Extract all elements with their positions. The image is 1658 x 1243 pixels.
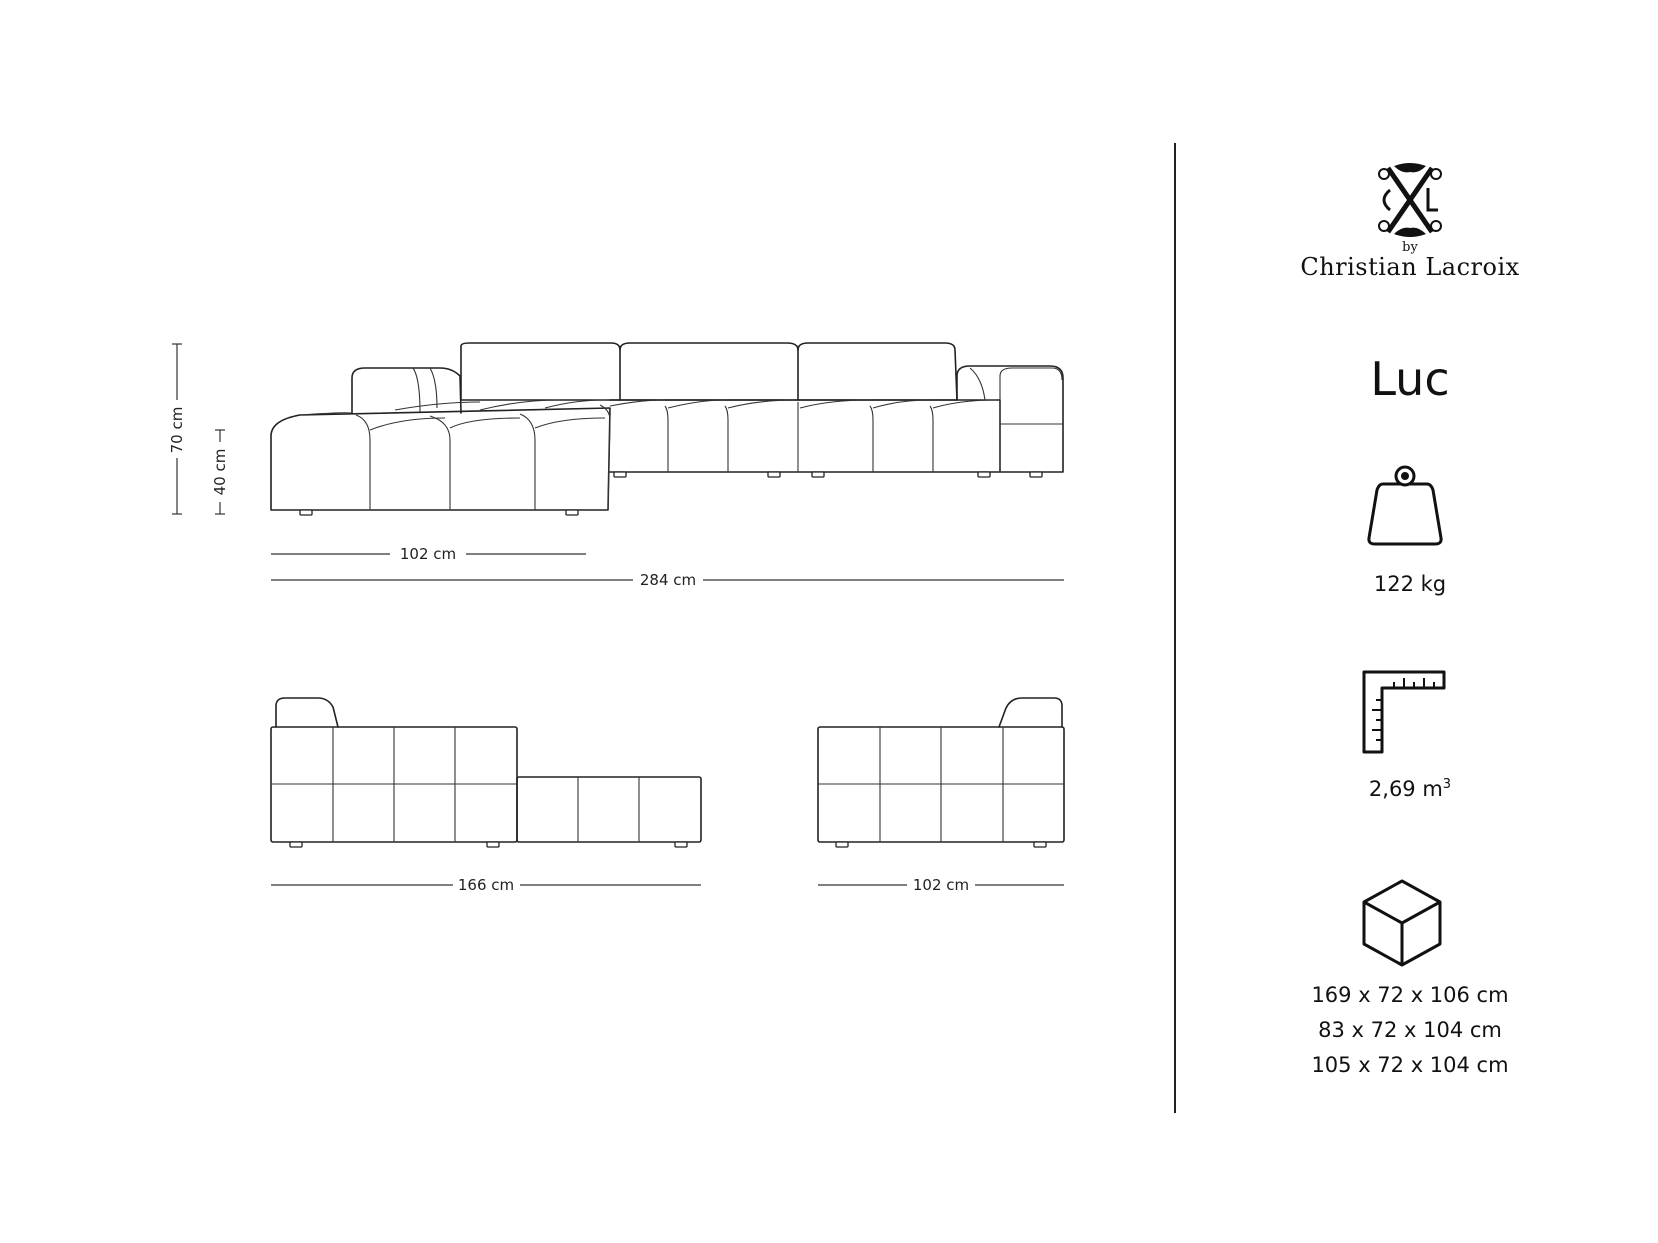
left-side-view [271,698,701,894]
width-dimensions [271,545,1064,589]
foot [614,472,626,477]
monogram-logo-icon [1370,160,1450,240]
volume-ruler-icon [1362,670,1448,756]
package-dimension: 83 x 72 x 104 cm [1318,1018,1502,1042]
back-cushion-2 [620,343,798,400]
back-cushion-1 [461,343,620,400]
front-view [271,343,1063,515]
logo-brand-name: Christian Lacroix [1300,253,1520,281]
total-height-label: 70 cm [168,406,186,454]
seat-height-label: 40 cm [211,448,229,496]
back-cushion-3 [798,343,957,400]
chaise-outline [271,408,610,510]
logo-by-text: by [1402,240,1418,255]
foot [768,472,780,477]
weight-value: 122 kg [1373,572,1447,596]
foot [812,472,824,477]
package-dimension: 105 x 72 x 104 cm [1311,1053,1509,1077]
height-dimensions [168,344,229,514]
foot [978,472,990,477]
foot [300,510,312,515]
foot [1030,472,1042,477]
weight-icon [1365,462,1445,552]
left-armrest [352,368,461,413]
panel-divider [1174,143,1176,1113]
package-box-icon [1360,878,1444,968]
volume-number: 2,69 m [1368,777,1443,801]
total-width-label: 284 cm [639,571,697,589]
right-side-depth-label: 102 cm [912,876,970,894]
product-name: Luc [1370,352,1450,406]
volume-unit-superscript: 3 [1442,777,1452,792]
left-side-depth-label: 166 cm [457,876,515,894]
right-side-view [818,698,1064,894]
right-armrest [957,366,1063,472]
package-dimension: 169 x 72 x 106 cm [1311,983,1509,1007]
chaise-width-label: 102 cm [399,545,457,563]
package-dimensions-list [1280,978,1540,1083]
brand-logo [1300,160,1520,281]
foot [566,510,578,515]
volume-value [1280,777,1540,801]
